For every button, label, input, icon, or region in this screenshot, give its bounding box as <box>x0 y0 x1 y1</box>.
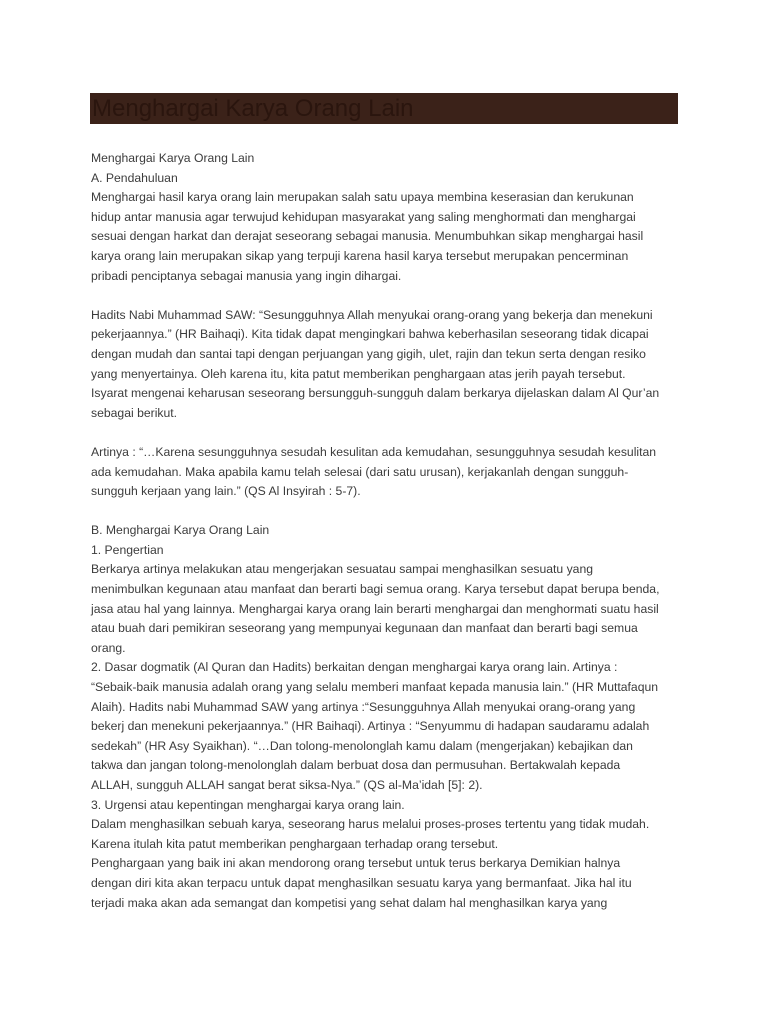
text-line: Berkarya artinya melakukan atau mengerjakan sesuatau sampai menghasilkan sesuatu yang <box>91 562 594 577</box>
text-line: Hadits Nabi Muhammad SAW: “Sesungguhnya Allah menyukai orang-orang yang bekerja dan menekuni <box>91 307 653 322</box>
text-line: Dalam menghasilkan sebuah karya, seseorang harus melalui proses-proses tertentu yang tidak mudah. <box>91 817 650 832</box>
text-line: A. Pendahuluan <box>91 170 178 185</box>
text-line: hidup antar manusia agar terwujud kehidupan masyarakat yang saling menghormati dan menghargai <box>91 209 636 224</box>
text-line: bekerj dan menekuni pekerjaannya.” (HR Baihaqi). Artinya : “Senyummu di hadapan saudaramu adalah <box>91 719 650 734</box>
text-line: ada kemudahan. Maka apabila kamu telah selesai (dari satu urusan), kerjakanlah dengan sungguh- <box>91 464 629 479</box>
text-line: pribadi penciptanya sebagai manusia yang ingin dihargai. <box>91 268 402 283</box>
title-banner <box>90 93 678 124</box>
text-line: Menghargai Karya Orang Lain <box>91 151 255 165</box>
text-line: Menghargai hasil karya orang lain merupakan salah satu upaya membina keserasian dan kerukunan <box>91 190 634 205</box>
text-line: dengan mudah dan santai tapi dengan perjuangan yang gigih, ulet, rajin dan tekun serta dengan resiko <box>91 346 646 361</box>
text-line: Artinya : “…Karena sesungguhnya sesudah kesulitan ada kemudahan, sesungguhnya sesudah kesulitan <box>91 444 657 459</box>
document-body <box>91 149 683 913</box>
text-line: Alaih). Hadits nabi Muhammad SAW yang artinya :“Sesungguhnya Allah menyukai orang-orang yang <box>91 699 636 714</box>
text-line: sebagai berikut. <box>91 405 178 420</box>
text-line: Penghargaan yang baik ini akan mendorong orang tersebut untuk terus berkarya Demikian halnya <box>91 856 621 871</box>
text-line: pekerjaannya.” (HR Baihaqi). Kita tidak dapat mengingkari bahwa keberhasilan seseorang tidak dicapai <box>91 327 649 342</box>
text-line: orang. <box>91 640 126 655</box>
text-line: 3. Urgensi atau kepentingan menghargai karya orang lain. <box>91 797 405 812</box>
text-line: dengan diri kita akan terpacu untuk dapat menghasilkan sesuatu karya yang bermanfaat. Jika hal itu <box>91 875 632 890</box>
paragraph-gap <box>91 286 683 306</box>
text-line: B. Menghargai Karya Orang Lain <box>91 523 270 538</box>
paragraph-gap <box>91 502 683 522</box>
text-line: takwa dan jangan tolong-menolonglah dalam berbuat dosa dan permusuhan. Bertakwalah kepada <box>91 758 621 773</box>
text-line: ALLAH, sungguh ALLAH sangat berat siksa-Nya.” (QS al-Ma’idah [5]: 2). <box>91 778 483 792</box>
text-line: Karena itulah kita patut memberikan penghargaan terhadap orang tersebut. <box>91 836 499 851</box>
text-line: yang menyertainya. Oleh karena itu, kita patut memberikan penghargaan atas jerih payah tersebut. <box>91 366 626 381</box>
text-line: karya orang lain merupakan sikap yang terpuji karena hasil karya tersebut merupakan pencerminan <box>91 248 629 263</box>
text-line: sungguh kerjaan yang lain.” (QS Al Insyirah : 5-7). <box>91 484 361 499</box>
page-title: Menghargai Karya Orang Lain <box>92 95 414 122</box>
text-line: 2. Dasar dogmatik (Al Quran dan Hadits) berkaitan dengan menghargai karya orang lain. Artinya : <box>91 660 618 675</box>
text-line: “Sebaik-baik manusia adalah orang yang selalu memberi manfaat kepada manusia lain.” (HR Muttafaqun <box>91 680 659 695</box>
text-line: Isyarat mengenai keharusan seseorang bersungguh-sungguh dalam berkarya dijelaskan dalam Al Qur’an <box>91 386 660 401</box>
text-line: terjadi maka akan ada semangat dan kompetisi yang sehat dalam hal menghasilkan karya yang <box>91 895 608 910</box>
text-line: atau buah dari pemikiran seseorang yang mempunyai kegunaan dan manfaat dan berarti bagi semua <box>91 621 638 636</box>
text-line: 1. Pengertian <box>91 542 164 557</box>
paragraph-gap <box>91 423 683 443</box>
text-line: menimbulkan kegunaan atau manfaat dan berarti bagi semua orang. Karya tersebut dapat berupa benda, <box>91 582 660 597</box>
text-line: sesuai dengan harkat dan derajat seseorang sebagai manusia. Menumbuhkan sikap menghargai hasil <box>91 229 644 244</box>
text-line: sedekah” (HR Asy Syaikhan). “…Dan tolong-menolonglah kamu dalam (mengerjakan) kebajikan dan <box>91 738 633 753</box>
text-line: jasa atau hal yang lainnya. Menghargai karya orang lain berarti menghargai dan menghormati suatu hasil <box>91 601 659 616</box>
